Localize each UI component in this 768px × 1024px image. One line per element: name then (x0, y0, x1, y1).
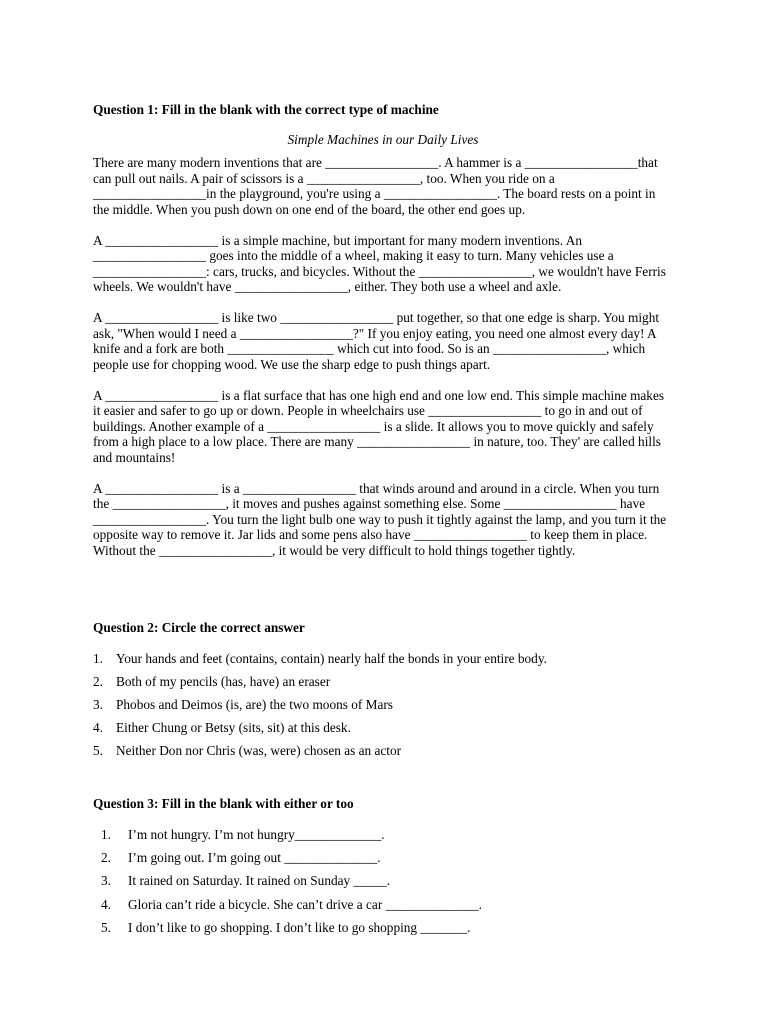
item-number: 2. (93, 674, 103, 689)
passage-paragraph: A _________________ is like two _________________ put together, so that one edge is sharp. You might ask, "When would I need a _________________?" If you enjoy eating, you need one almost every day! A knife and a fork are both ________________ which cut into food. So is an _________________, which people use for chopping wood. We use the sharp edge to push things apart. (93, 310, 660, 372)
question-2-list (93, 651, 547, 766)
list-item (93, 651, 547, 674)
passage (93, 155, 673, 574)
item-text: Both of my pencils (has, have) an eraser (116, 674, 331, 689)
list-item (93, 850, 482, 873)
list-item (93, 827, 482, 850)
item-text: I’m going out. I’m going out ______________. (128, 850, 381, 866)
list-item (93, 720, 547, 743)
list-item (93, 743, 547, 766)
item-number: 3. (101, 873, 111, 889)
item-number: 2. (101, 850, 111, 866)
list-item (93, 873, 482, 896)
list-item (93, 697, 547, 720)
item-text: I don’t like to go shopping. I don’t like to go shopping _______. (128, 919, 471, 935)
passage-paragraph: A _________________ is a _________________ that winds around and around in a circle. When you turn the _________________, it moves and pushes against something else. Some _________________ have _________________. You turn the light bulb one way to push it tightly against the lamp, and you turn it the opposite way to remove it. Jar lids and some pens also have _________________ to keep them in place. Without the _________________, it would be very difficult to hold things together tightly. (93, 480, 667, 558)
item-number: 3. (93, 697, 103, 712)
question-3-list (93, 827, 482, 943)
item-number: 5. (93, 743, 103, 758)
passage-paragraph: A _________________ is a flat surface that has one high end and one low end. This simple machine makes it easier and safer to go up or down. People in wheelchairs use _________________ to go in and out of buildings. Another example of a _________________ is a slide. It allows you to move quickly and safely from a high place to a low place. There are many _________________ in nature, too. They' are called hills and mountains! (93, 387, 665, 465)
question-2-heading: Question 2: Circle the correct answer (93, 620, 305, 635)
question-3-heading: Question 3: Fill in the blank with either or too (93, 796, 354, 811)
item-text: Either Chung or Betsy (sits, sit) at this desk. (116, 720, 351, 735)
passage-paragraph: A _________________ is a simple machine, but important for many modern inventions. An _________________ goes into the middle of a wheel, making it easy to turn. Many vehicles use a _________________: cars, trucks, and bicycles. Without the _________________, we wouldn't have Ferris wheels. We wouldn't have _________________, either. They both use a wheel and axle. (93, 232, 666, 294)
item-number: 1. (101, 827, 111, 842)
item-number: 4. (101, 896, 111, 912)
list-item (93, 674, 547, 697)
item-text: Gloria can’t ride a bicycle. She can’t drive a car ______________. (128, 896, 482, 912)
passage-title: Simple Machines in our Daily Lives (287, 132, 479, 147)
item-text: Neither Don nor Chris (was, were) chosen as an actor (116, 743, 402, 758)
list-item (93, 897, 482, 920)
passage-paragraph: There are many modern inventions that are _________________. A hammer is a _________________that can pull out nails. A pair of scissors is a _________________, too. When you ride on a _________________in the playground, you're using a _________________. The board rests on a point in the middle. When you push down on one end of the board, the other end goes up. (93, 155, 658, 217)
item-text: Phobos and Deimos (is, are) the two moons of Mars (116, 697, 393, 712)
item-text: Your hands and feet (contains, contain) nearly half the bonds in your entire body. (116, 651, 547, 666)
item-number: 5. (101, 919, 111, 935)
item-number: 1. (93, 651, 103, 666)
item-text: It rained on Saturday. It rained on Sunday _____. (128, 873, 391, 889)
item-text: I’m not hungry. I’m not hungry_____________. (128, 827, 385, 842)
list-item (93, 920, 482, 943)
item-number: 4. (93, 720, 103, 735)
question-1-heading: Question 1: Fill in the blank with the correct type of machine (93, 102, 439, 117)
